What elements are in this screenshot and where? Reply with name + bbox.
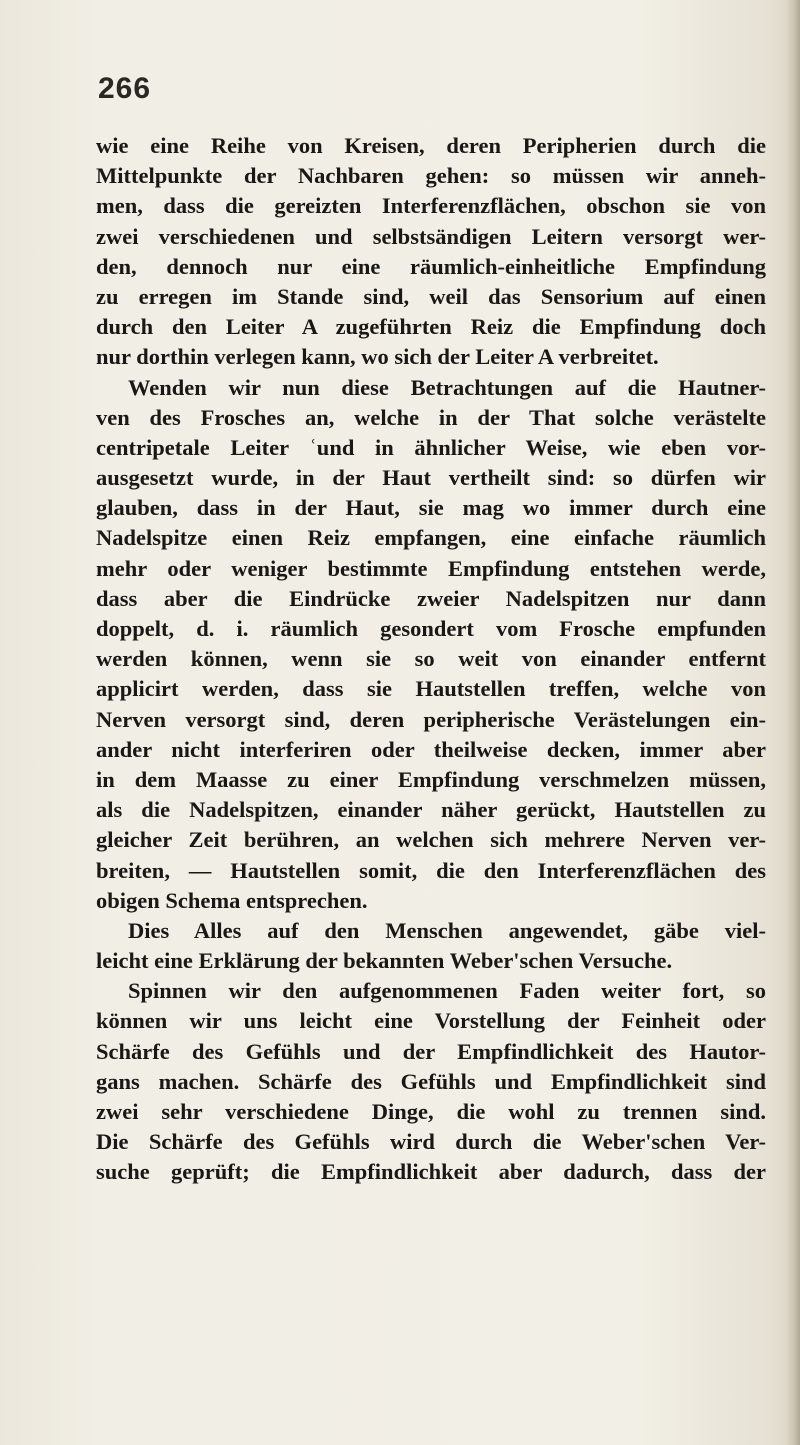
text-line: mehr oder weniger bestimmte Empfindung entstehen werde, bbox=[96, 555, 766, 581]
text-line: gans machen. Schärfe des Gefühls und Empfindlichkeit sind bbox=[96, 1068, 766, 1094]
text-line: breiten, — Hautstellen somit, die den Interferenzflächen des bbox=[96, 857, 766, 883]
page-number: 266 bbox=[98, 72, 152, 105]
text-line: durch den Leiter A zugeführten Reiz die Empfindung doch bbox=[96, 314, 766, 340]
text-line: zwei verschiedenen und selbstsändigen Leitern versorgt wer- bbox=[96, 223, 766, 249]
text-line: ven des Frosches an, welche in der That solche verästelte bbox=[96, 404, 766, 430]
text-line: Die Schärfe des Gefühls wird durch die Weber'schen Ver- bbox=[96, 1129, 766, 1155]
text-line: centripetale Leiter ʿund in ähnlicher Weise, wie eben vor- bbox=[96, 434, 766, 460]
text-line: zwei sehr verschiedene Dinge, die wohl zu trennen sind. bbox=[96, 1099, 766, 1124]
text-line: obigen Schema entsprechen. bbox=[96, 887, 368, 913]
text-line: ander nicht interferiren oder theilweise decken, immer aber bbox=[96, 736, 766, 762]
text-line: men, dass die gereizten Interferenzflächen, obschon sie von bbox=[96, 193, 766, 219]
text-line: suche geprüft; die Empfindlichkeit aber dadurch, dass der bbox=[96, 1159, 766, 1185]
text-line: Nerven versorgt sind, deren peripherische Verästelungen ein- bbox=[96, 706, 766, 732]
text-line: wie eine Reihe von Kreisen, deren Peripherien durch die bbox=[96, 133, 766, 158]
text-line: Dies Alles auf den Menschen angewendet, gäbe viel- bbox=[128, 917, 766, 943]
text-line: Mittelpunkte der Nachbaren gehen: so müssen wir anneh- bbox=[96, 163, 766, 189]
text-line: Spinnen wir den aufgenommenen Faden weiter fort, so bbox=[128, 978, 766, 1004]
text-line: Wenden wir nun diese Betrachtungen auf die Hautner- bbox=[128, 374, 766, 400]
text-line: in dem Maasse zu einer Empfindung verschmelzen müssen, bbox=[96, 766, 766, 792]
text-line: ausgesetzt wurde, in der Haut vertheilt sind: so dürfen wir bbox=[96, 465, 766, 491]
text-line: werden können, wenn sie so weit von einander entfernt bbox=[96, 646, 766, 672]
body-text bbox=[96, 131, 766, 1188]
text-line: doppelt, d. i. räumlich gesondert vom Frosche empfunden bbox=[96, 616, 766, 641]
text-line: Nadelspitze einen Reiz empfangen, eine einfache räumlich bbox=[96, 525, 766, 551]
text-line: Schärfe des Gefühls und der Empfindlichkeit des Hautor- bbox=[96, 1038, 766, 1064]
text-line: applicirt werden, dass sie Hautstellen treffen, welche von bbox=[96, 676, 766, 702]
text-line: gleicher Zeit berühren, an welchen sich mehrere Nerven ver- bbox=[96, 827, 766, 853]
text-line: leicht eine Erklärung der bekannten Weber'schen Versuche. bbox=[96, 948, 673, 974]
page-edge-shadow bbox=[786, 0, 800, 1445]
text-line: als die Nadelspitzen, einander näher gerückt, Hautstellen zu bbox=[96, 797, 766, 823]
text-line: nur dorthin verlegen kann, wo sich der Leiter A verbreitet. bbox=[96, 344, 659, 370]
text-line: glauben, dass in der Haut, sie mag wo immer durch eine bbox=[96, 495, 766, 521]
text-line: den, dennoch nur eine räumlich-einheitliche Empfindung bbox=[96, 253, 766, 279]
text-line: zu erregen im Stande sind, weil das Sensorium auf einen bbox=[96, 283, 766, 309]
text-line: dass aber die Eindrücke zweier Nadelspitzen nur dann bbox=[96, 585, 766, 611]
text-line: können wir uns leicht eine Vorstellung der Feinheit oder bbox=[96, 1008, 766, 1034]
